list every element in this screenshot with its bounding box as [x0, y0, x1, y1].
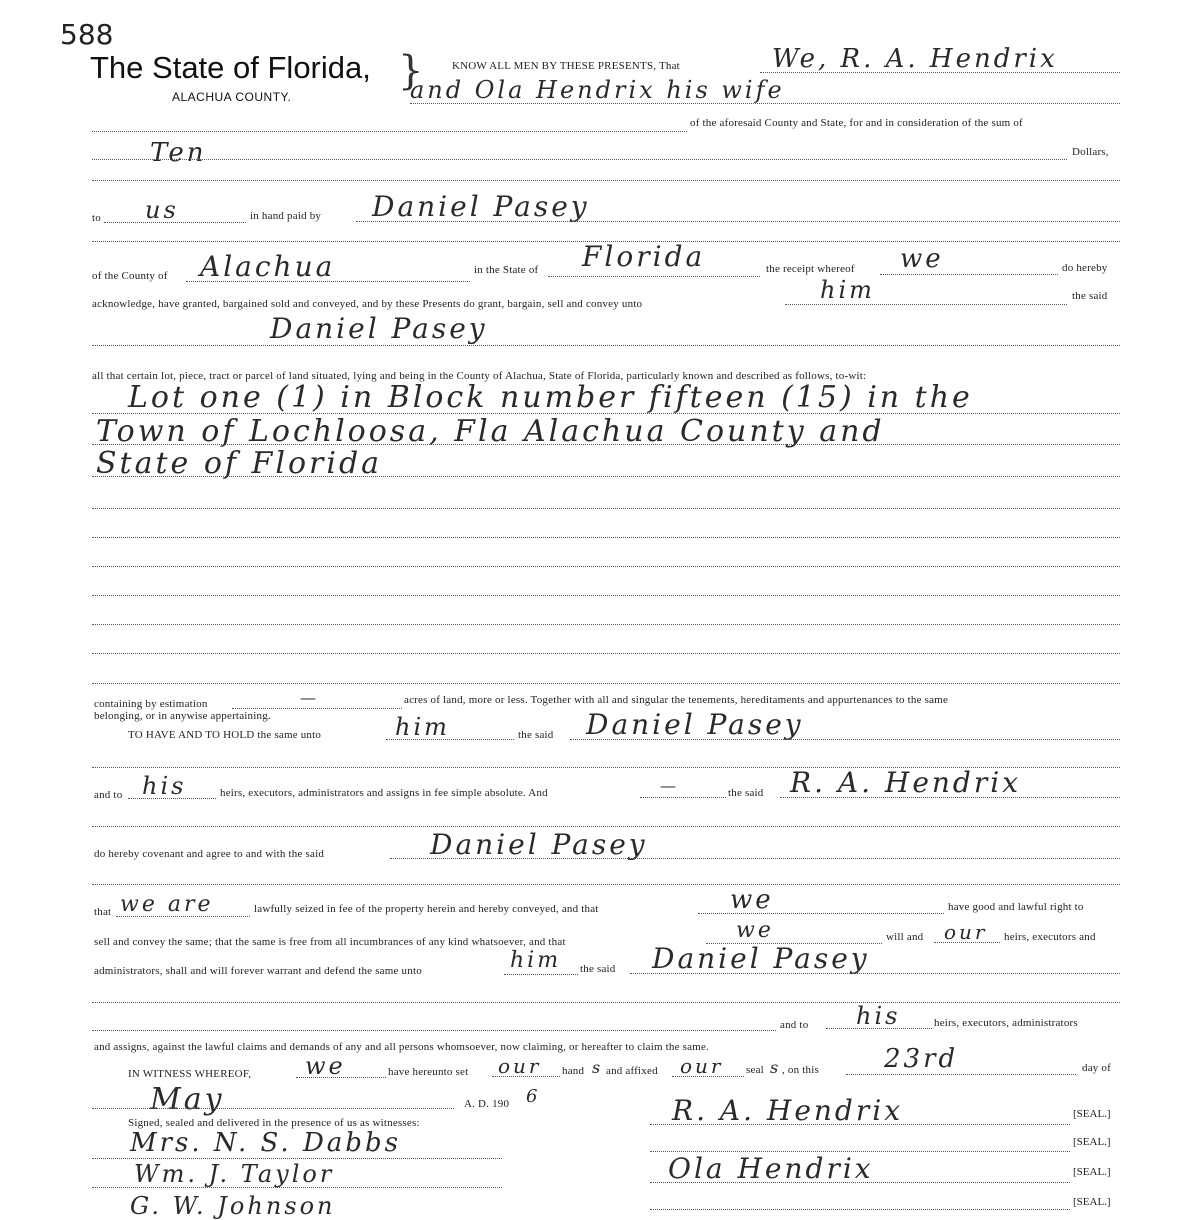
- rule: [92, 476, 1120, 477]
- rule: [92, 1030, 776, 1031]
- on-this-label: , on this: [782, 1064, 819, 1076]
- rule: [92, 159, 1067, 160]
- rule: [760, 72, 1120, 73]
- rule: [390, 858, 1120, 859]
- state-label: in the State of: [474, 264, 539, 276]
- rule: [92, 537, 1120, 538]
- seal-2: [SEAL.]: [1073, 1136, 1111, 1148]
- page-number: 588: [60, 18, 114, 51]
- paid-by-label: in hand paid by: [250, 210, 322, 222]
- will-and-label: will and: [886, 931, 924, 943]
- rule: [934, 942, 1000, 943]
- signature-1: R. A. Hendrix: [672, 1094, 903, 1127]
- affixed-value: our: [680, 1054, 724, 1078]
- rule: [92, 683, 1120, 684]
- the-said-label: the said: [518, 729, 554, 741]
- rule: [128, 798, 216, 799]
- hand-label: hand: [562, 1065, 585, 1077]
- rule: [410, 103, 1120, 104]
- rule: [92, 595, 1120, 596]
- rule: [780, 797, 1120, 798]
- rule: [92, 653, 1120, 654]
- covenant-grantee: Daniel Pasey: [430, 828, 648, 861]
- good-right-label: have good and lawful right to: [948, 901, 1084, 913]
- covenant-text: do hereby covenant and agree to and with the said: [94, 848, 325, 860]
- dollars-label: Dollars,: [1072, 146, 1109, 158]
- rule: [650, 1209, 1070, 1210]
- state-value: Florida: [582, 240, 706, 273]
- seized-text: lawfully seized in fee of the property herein and hereby conveyed, and that: [254, 903, 599, 915]
- and-to-value: his: [142, 772, 187, 800]
- sell-text: sell and convey the same; that the same is free from all incumbrances of any kind whatsoever, and that: [94, 936, 566, 948]
- hereunto-label: have hereunto set: [388, 1066, 469, 1078]
- heirs-text: heirs, executors, administrators and assigns in fee simple absolute. And: [220, 787, 548, 799]
- sell-value: we: [736, 918, 774, 943]
- that-label: that: [94, 906, 112, 918]
- day-value: 23rd: [884, 1044, 959, 1074]
- to-have-label: TO HAVE AND TO HOLD the same unto: [128, 729, 322, 741]
- rule: [116, 916, 250, 917]
- whereof-value: we: [305, 1052, 346, 1080]
- rule: [92, 508, 1120, 509]
- seized-value: we: [730, 885, 774, 915]
- rule: [92, 1158, 502, 1159]
- grantor-names-1: We, R. A. Hendrix: [772, 44, 1058, 74]
- heirs-exec-label: heirs, executors and: [1004, 931, 1096, 943]
- will-value: our: [944, 920, 988, 944]
- header-brace: }: [398, 48, 424, 94]
- ad-label: A. D. 190: [464, 1098, 510, 1110]
- rule: [548, 276, 760, 277]
- rule: [640, 797, 726, 798]
- witness-3: G. W. Johnson: [130, 1192, 336, 1220]
- and-to-value-2: his: [856, 1002, 901, 1030]
- receipt-label: the receipt whereof: [766, 263, 855, 275]
- county-state-text: of the aforesaid County and State, for and in consideration of the sum of: [690, 117, 1023, 129]
- rule: [880, 274, 1058, 275]
- rule: [104, 222, 246, 223]
- to-value: us: [145, 196, 179, 224]
- the-said-label-3: the said: [580, 963, 616, 975]
- rule: [846, 1074, 1076, 1075]
- county-heading: ALACHUA COUNTY.: [172, 90, 292, 104]
- land-desc-2: Town of Lochloosa, Fla Alachua County and: [96, 414, 885, 449]
- grantee-name: Daniel Pasey: [270, 312, 488, 345]
- the-said-label: the said: [1072, 290, 1108, 302]
- and-to-label: and to: [94, 789, 123, 801]
- rule: [356, 221, 1120, 222]
- belonging-text: belonging, or in anywise appertaining.: [94, 710, 271, 722]
- to-label: to: [92, 212, 101, 224]
- year-digit: 6: [526, 1086, 541, 1107]
- habendum-grantor: R. A. Hendrix: [790, 766, 1021, 799]
- heirs-admin-label: heirs, executors, administrators: [934, 1017, 1078, 1029]
- month-value: May: [150, 1082, 225, 1117]
- rule: [650, 1124, 1070, 1125]
- rule: [92, 1187, 502, 1188]
- rule: [92, 444, 1120, 445]
- admin-text: administrators, shall and will forever warrant and defend the same unto: [94, 965, 422, 977]
- rule: [504, 974, 578, 975]
- hereunto-value: our: [498, 1054, 542, 1078]
- rule: [92, 1002, 1120, 1003]
- state-title: The State of Florida,: [90, 50, 371, 85]
- land-intro: all that certain lot, piece, tract or parcel of land situated, lying and being in the County of Alachua, State of Florida, particularly known and described as follows, to-wit:: [92, 370, 867, 382]
- grantor-names-2: and Ola Hendrix his wife: [410, 76, 785, 104]
- witness-1: Mrs. N. S. Dabbs: [130, 1128, 401, 1158]
- the-said-label-2: the said: [728, 787, 764, 799]
- unto-value: him: [820, 276, 875, 304]
- containing-label: containing by estimation: [94, 698, 208, 710]
- seal-suffix: s: [770, 1058, 782, 1077]
- admin-value: him: [510, 948, 562, 973]
- rule: [186, 281, 470, 282]
- paid-by-value: Daniel Pasey: [372, 190, 590, 223]
- rule: [92, 624, 1120, 625]
- whereof-label: IN WITNESS WHEREOF,: [128, 1068, 252, 1080]
- and-to-label-2: and to: [780, 1019, 809, 1031]
- that-value: we are: [120, 892, 214, 917]
- and-value: —: [660, 776, 679, 795]
- of-county-label: of the County of: [92, 270, 168, 282]
- day-of-label: day of: [1082, 1062, 1111, 1074]
- to-have-value: him: [395, 713, 450, 741]
- signature-3: Ola Hendrix: [668, 1152, 874, 1185]
- signed-text: Signed, sealed and delivered in the presence of us as witnesses:: [128, 1117, 420, 1129]
- rule: [650, 1182, 1070, 1183]
- seal-3: [SEAL.]: [1073, 1166, 1111, 1178]
- claims-text: and assigns, against the lawful claims and demands of any and all persons whomsoever, now claiming, or hereafter to claim the same.: [94, 1041, 710, 1053]
- rule: [826, 1028, 932, 1029]
- rule: [92, 1108, 454, 1109]
- hand-suffix: s: [592, 1058, 604, 1077]
- consideration-amount: Ten: [150, 138, 207, 168]
- witness-2: Wm. J. Taylor: [134, 1160, 335, 1188]
- rule: [630, 973, 1120, 974]
- rule: [92, 180, 1120, 181]
- rule: [92, 884, 1120, 885]
- acres-value: —: [300, 688, 319, 707]
- rule: [492, 1076, 560, 1077]
- rule: [672, 1076, 744, 1077]
- habendum-grantee: Daniel Pasey: [586, 708, 804, 741]
- receipt-value: we: [900, 244, 944, 274]
- rule: [386, 739, 514, 740]
- rule: [785, 304, 1067, 305]
- rule: [92, 131, 687, 132]
- seal-4: [SEAL.]: [1073, 1196, 1111, 1208]
- rule: [92, 826, 1120, 827]
- rule: [570, 739, 1120, 740]
- seal-label: seal: [746, 1064, 764, 1076]
- land-desc-1: Lot one (1) in Block number fifteen (15) in the: [128, 380, 973, 415]
- covenant-grantee-2: Daniel Pasey: [652, 942, 870, 975]
- acres-text: acres of land, more or less. Together with all and singular the tenements, hereditaments and appurtenances to the same: [404, 694, 949, 706]
- rule: [698, 913, 944, 914]
- rule: [296, 1077, 386, 1078]
- know-all-text: KNOW ALL MEN BY THESE PRESENTS, That: [452, 60, 680, 72]
- land-desc-3: State of Florida: [96, 446, 383, 481]
- seal-1: [SEAL.]: [1073, 1108, 1111, 1120]
- do-hereby-label: do hereby: [1062, 262, 1108, 274]
- rule: [92, 566, 1120, 567]
- acknowledge-text: acknowledge, have granted, bargained sold and conveyed, and by these Presents do grant, bargain, sell and convey unto: [92, 298, 643, 310]
- rule: [92, 345, 1120, 346]
- affixed-label: and affixed: [606, 1065, 658, 1077]
- county-value: Alachua: [200, 250, 336, 283]
- rule: [232, 708, 402, 709]
